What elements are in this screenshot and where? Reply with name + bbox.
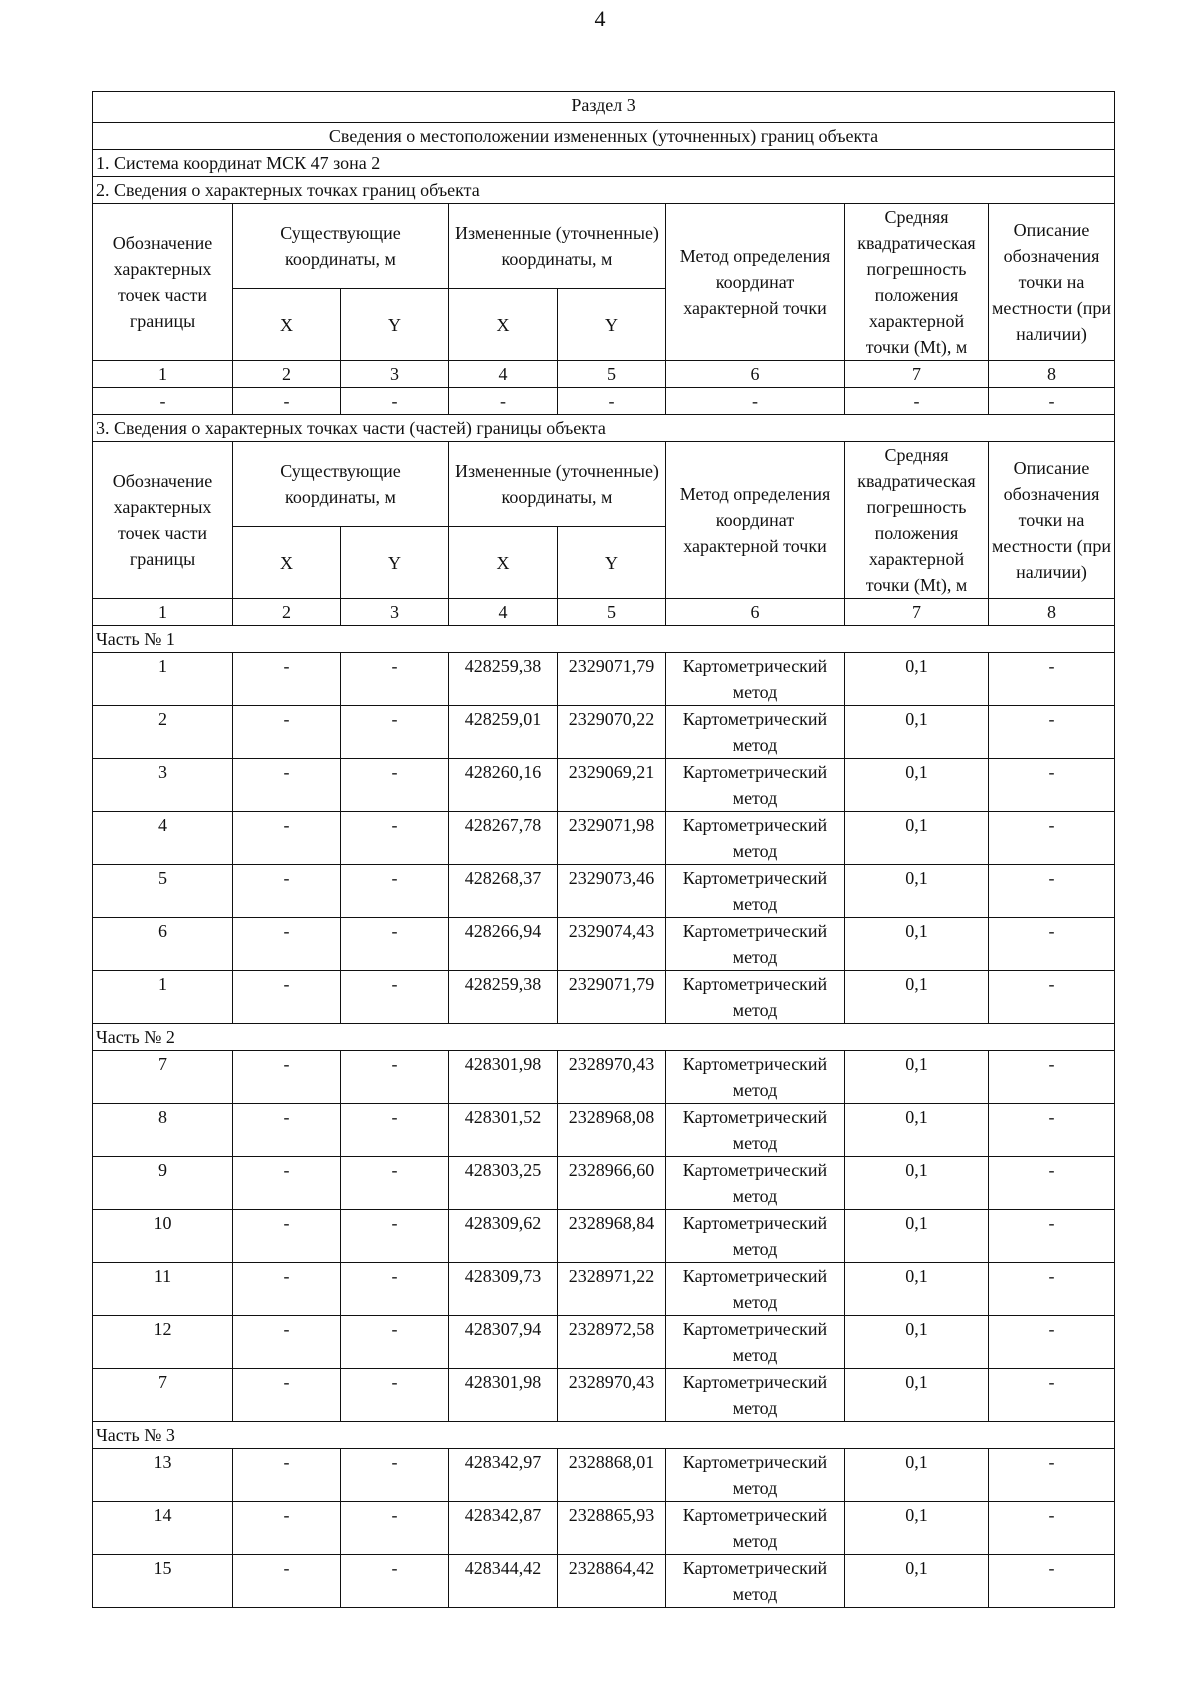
table-cell: 428301,98 <box>449 1051 558 1104</box>
table-cell: 0,1 <box>845 653 989 706</box>
s2-header-x-0: X <box>233 289 341 361</box>
s3-header-x-0: X <box>233 527 341 599</box>
table-cell: - <box>233 1104 341 1157</box>
table-cell: - <box>341 1104 449 1157</box>
table-row <box>93 1157 1115 1210</box>
table-row <box>93 1316 1115 1369</box>
table-cell: 10 <box>93 1210 233 1263</box>
table-cell: - <box>341 759 449 812</box>
table-cell: - <box>233 1449 341 1502</box>
table-cell: 8 <box>93 1104 233 1157</box>
table-cell: - <box>666 388 845 415</box>
table-cell: - <box>341 812 449 865</box>
table-cell: 2329071,79 <box>558 971 666 1024</box>
table-cell: 2329071,79 <box>558 653 666 706</box>
s2-col-number: 7 <box>845 361 989 388</box>
part-label: Часть № 3 <box>93 1422 1115 1449</box>
table-cell: - <box>989 1210 1115 1263</box>
table-cell: - <box>989 1316 1115 1369</box>
table-cell: Картометрический метод <box>666 918 845 971</box>
table-cell: 0,1 <box>845 1502 989 1555</box>
table-cell: 12 <box>93 1316 233 1369</box>
table-cell: 2328968,08 <box>558 1104 666 1157</box>
table-cell: - <box>341 653 449 706</box>
table-cell: 428309,73 <box>449 1263 558 1316</box>
table-cell: 11 <box>93 1263 233 1316</box>
table-cell: Картометрический метод <box>666 1263 845 1316</box>
s2-header-method: Метод определения координат характерной точки <box>666 204 845 361</box>
table-cell: 428266,94 <box>449 918 558 971</box>
coord-system: 1. Система координат МСК 47 зона 2 <box>93 150 1115 177</box>
table-cell: 428301,52 <box>449 1104 558 1157</box>
s2-header-y-1: Y <box>341 289 449 361</box>
table-row <box>93 1051 1115 1104</box>
s2-header-changed: Измененные (уточненные) координаты, м <box>449 204 666 289</box>
s3-header-method: Метод определения координат характерной точки <box>666 442 845 599</box>
table-cell: Картометрический метод <box>666 865 845 918</box>
s2-col-number: 6 <box>666 361 845 388</box>
table-cell: 428342,87 <box>449 1502 558 1555</box>
table-cell: 2328864,42 <box>558 1555 666 1608</box>
table-cell: Картометрический метод <box>666 812 845 865</box>
table-cell: 428260,16 <box>449 759 558 812</box>
table-cell: Картометрический метод <box>666 1555 845 1608</box>
table-cell: 428342,97 <box>449 1449 558 1502</box>
table-row <box>93 1555 1115 1608</box>
table-cell: - <box>341 1316 449 1369</box>
table-cell: 2 <box>93 706 233 759</box>
s3-header-x-2: X <box>449 527 558 599</box>
table-cell: - <box>989 1104 1115 1157</box>
table-cell: 428267,78 <box>449 812 558 865</box>
table-cell: 428301,98 <box>449 1369 558 1422</box>
s3-header-error: Средняя квадратическая погрешность положения характерной точки (Mt), м <box>845 442 989 599</box>
table-cell: 13 <box>93 1449 233 1502</box>
table-cell: 2328970,43 <box>558 1369 666 1422</box>
subsection-2-title: 2. Сведения о характерных точках границ объекта <box>93 177 1115 204</box>
table-cell: - <box>989 1263 1115 1316</box>
table-cell: 2328971,22 <box>558 1263 666 1316</box>
s2-header-y-3: Y <box>558 289 666 361</box>
s3-col-number: 3 <box>341 599 449 626</box>
table-cell: 2329074,43 <box>558 918 666 971</box>
table-row <box>93 1210 1115 1263</box>
table-cell: Картометрический метод <box>666 1316 845 1369</box>
part-label: Часть № 2 <box>93 1024 1115 1051</box>
table-cell: Картометрический метод <box>666 1104 845 1157</box>
s2-col-number: 5 <box>558 361 666 388</box>
table-cell: 2328966,60 <box>558 1157 666 1210</box>
s2-header-x-2: X <box>449 289 558 361</box>
table-cell: 428259,38 <box>449 971 558 1024</box>
table-cell: - <box>233 1210 341 1263</box>
table-cell: Картометрический метод <box>666 1369 845 1422</box>
table-cell: - <box>233 759 341 812</box>
section-subtitle: Сведения о местоположении измененных (уточненных) границ объекта <box>93 123 1115 150</box>
table-cell: - <box>233 1555 341 1608</box>
table-cell: - <box>989 706 1115 759</box>
table-cell: - <box>93 388 233 415</box>
table-cell: 2328968,84 <box>558 1210 666 1263</box>
table-cell: 14 <box>93 1502 233 1555</box>
subsection-3-title: 3. Сведения о характерных точках части (частей) границы объекта <box>93 415 1115 442</box>
table-cell: - <box>989 1555 1115 1608</box>
table-cell: 2328970,43 <box>558 1051 666 1104</box>
table-cell: Картометрический метод <box>666 1210 845 1263</box>
boundary-table <box>92 91 1115 1608</box>
table-row <box>93 812 1115 865</box>
s3-header-description: Описание обозначения точки на местности (при наличии) <box>989 442 1115 599</box>
table-cell: - <box>989 918 1115 971</box>
table-cell: 0,1 <box>845 812 989 865</box>
s3-header-y-3: Y <box>558 527 666 599</box>
table-cell: - <box>233 653 341 706</box>
table-cell: 428259,01 <box>449 706 558 759</box>
table-row <box>93 706 1115 759</box>
table-cell: - <box>341 1449 449 1502</box>
table-cell: - <box>341 1263 449 1316</box>
table-row <box>93 1449 1115 1502</box>
table-cell: 428268,37 <box>449 865 558 918</box>
table-cell: 2329071,98 <box>558 812 666 865</box>
table-cell: - <box>341 1369 449 1422</box>
table-cell: - <box>449 388 558 415</box>
table-row <box>93 865 1115 918</box>
table-cell: - <box>233 388 341 415</box>
s2-col-number: 4 <box>449 361 558 388</box>
table-cell: 0,1 <box>845 865 989 918</box>
table-cell: 0,1 <box>845 1449 989 1502</box>
table-cell: 0,1 <box>845 971 989 1024</box>
table-cell: 4 <box>93 812 233 865</box>
table-cell: 0,1 <box>845 1369 989 1422</box>
table-cell: 3 <box>93 759 233 812</box>
s2-header-error: Средняя квадратическая погрешность положения характерной точки (Mt), м <box>845 204 989 361</box>
table-cell: 2328972,58 <box>558 1316 666 1369</box>
table-cell: 2329070,22 <box>558 706 666 759</box>
table-cell: - <box>341 918 449 971</box>
s3-col-number: 4 <box>449 599 558 626</box>
table-row <box>93 1369 1115 1422</box>
s3-col-number: 5 <box>558 599 666 626</box>
table-cell: Картометрический метод <box>666 1051 845 1104</box>
table-cell: - <box>989 1369 1115 1422</box>
s2-col-number: 8 <box>989 361 1115 388</box>
table-row <box>93 918 1115 971</box>
table-row <box>93 1263 1115 1316</box>
table-cell: 9 <box>93 1157 233 1210</box>
table-cell: 0,1 <box>845 1263 989 1316</box>
table-cell: Картометрический метод <box>666 1157 845 1210</box>
table-cell: - <box>233 1157 341 1210</box>
table-cell: - <box>989 1502 1115 1555</box>
table-cell: 2328865,93 <box>558 1502 666 1555</box>
table-cell: - <box>233 918 341 971</box>
table-cell: - <box>233 1502 341 1555</box>
table-cell: - <box>845 388 989 415</box>
table-row <box>93 971 1115 1024</box>
table-cell: - <box>233 1316 341 1369</box>
s3-col-number: 6 <box>666 599 845 626</box>
table-cell: - <box>989 1051 1115 1104</box>
table-cell: - <box>341 1157 449 1210</box>
table-row <box>93 1104 1115 1157</box>
table-cell: 2329073,46 <box>558 865 666 918</box>
table-cell: Картометрический метод <box>666 1449 845 1502</box>
table-cell: Картометрический метод <box>666 653 845 706</box>
table-cell: 428307,94 <box>449 1316 558 1369</box>
table-cell: Картометрический метод <box>666 1502 845 1555</box>
s2-header-description: Описание обозначения точки на местности (при наличии) <box>989 204 1115 361</box>
table-cell: 2329069,21 <box>558 759 666 812</box>
table-cell: - <box>989 388 1115 415</box>
table-cell: - <box>341 1555 449 1608</box>
table-cell: - <box>233 1051 341 1104</box>
table-row <box>93 759 1115 812</box>
table-cell: - <box>341 865 449 918</box>
s2-col-number: 1 <box>93 361 233 388</box>
section-title: Раздел 3 <box>93 92 1115 123</box>
table-cell: - <box>341 971 449 1024</box>
table-cell: - <box>989 1157 1115 1210</box>
table-cell: - <box>989 865 1115 918</box>
table-row <box>93 1502 1115 1555</box>
table-row <box>93 388 1115 415</box>
s3-header-existing: Существующие координаты, м <box>233 442 449 527</box>
table-cell: - <box>233 865 341 918</box>
table-cell: - <box>341 1051 449 1104</box>
table-cell: - <box>233 971 341 1024</box>
table-cell: - <box>341 706 449 759</box>
table-cell: - <box>233 1263 341 1316</box>
table-cell: 428309,62 <box>449 1210 558 1263</box>
table-cell: 0,1 <box>845 706 989 759</box>
table-cell: 6 <box>93 918 233 971</box>
table-cell: 428344,42 <box>449 1555 558 1608</box>
table-cell: - <box>558 388 666 415</box>
table-cell: - <box>341 1502 449 1555</box>
s3-col-number: 1 <box>93 599 233 626</box>
page-number: 4 <box>594 6 606 31</box>
s2-header-designation: Обозначение характерных точек части границы <box>93 204 233 361</box>
s3-col-number: 8 <box>989 599 1115 626</box>
s2-header-existing: Существующие координаты, м <box>233 204 449 289</box>
s2-col-number: 2 <box>233 361 341 388</box>
table-cell: 0,1 <box>845 918 989 971</box>
table-cell: Картометрический метод <box>666 759 845 812</box>
table-cell: 428303,25 <box>449 1157 558 1210</box>
table-cell: 428259,38 <box>449 653 558 706</box>
s3-col-number: 2 <box>233 599 341 626</box>
table-cell: 15 <box>93 1555 233 1608</box>
table-cell: 0,1 <box>845 1051 989 1104</box>
table-cell: 0,1 <box>845 759 989 812</box>
part-label: Часть № 1 <box>93 626 1115 653</box>
table-cell: 0,1 <box>845 1157 989 1210</box>
table-cell: 1 <box>93 653 233 706</box>
table-cell: 0,1 <box>845 1210 989 1263</box>
table-cell: - <box>233 812 341 865</box>
s3-header-designation: Обозначение характерных точек части границы <box>93 442 233 599</box>
table-cell: 7 <box>93 1369 233 1422</box>
table-cell: 0,1 <box>845 1316 989 1369</box>
table-cell: - <box>341 1210 449 1263</box>
table-cell: 0,1 <box>845 1104 989 1157</box>
table-cell: - <box>989 759 1115 812</box>
table-cell: Картометрический метод <box>666 706 845 759</box>
table-cell: - <box>989 812 1115 865</box>
table-cell: - <box>989 971 1115 1024</box>
s3-header-changed: Измененные (уточненные) координаты, м <box>449 442 666 527</box>
table-cell: - <box>341 388 449 415</box>
table-cell: 7 <box>93 1051 233 1104</box>
table-cell: 2328868,01 <box>558 1449 666 1502</box>
table-cell: 5 <box>93 865 233 918</box>
table-cell: - <box>989 1449 1115 1502</box>
s3-header-y-1: Y <box>341 527 449 599</box>
table-cell: Картометрический метод <box>666 971 845 1024</box>
table-row <box>93 653 1115 706</box>
table-cell: - <box>233 706 341 759</box>
table-cell: 0,1 <box>845 1555 989 1608</box>
s2-col-number: 3 <box>341 361 449 388</box>
table-cell: - <box>233 1369 341 1422</box>
s3-col-number: 7 <box>845 599 989 626</box>
table-cell: - <box>989 653 1115 706</box>
table-cell: 1 <box>93 971 233 1024</box>
